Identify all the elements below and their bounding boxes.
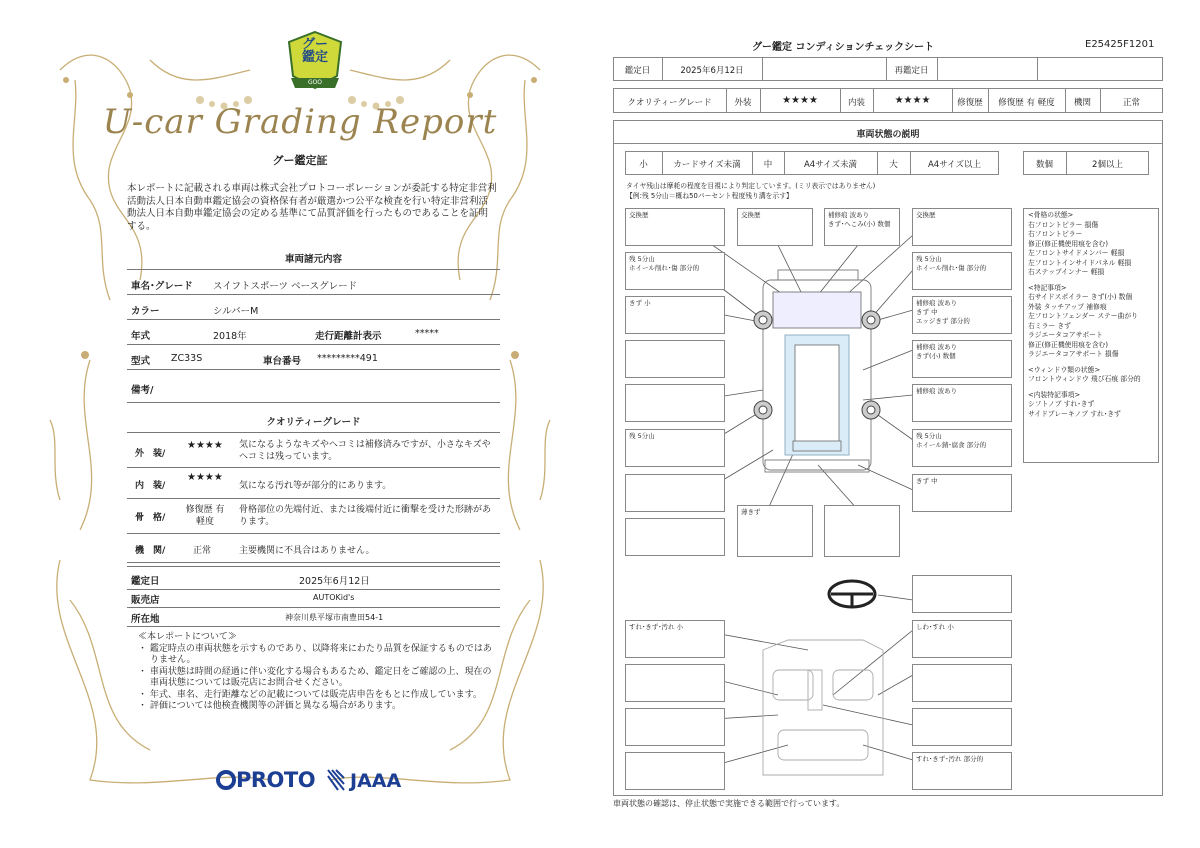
proto-logo: PROTO <box>236 768 316 792</box>
report-notes: ≪本レポートについて≫ ・ 鑑定時点の車両状態を示すものであり、以降将来にわたり品質を保証するものではありません。 ・ 車両状態は時間の経過に伴い変化する場合もあるため、鑑定日をご確認の上、現在の車両状態については販売店にお問合せください。 ・ 年式、車名、走行距離などの記載については販売店申告をもとに作成しています。 ・ 評価については他検査機関等の評価と異なる場合があります。 <box>138 632 492 711</box>
quality-row-frame: 骨 格/ 修復歴 有 軽度 骨格部位の先端付近、または後端付近に衝撃を受けた形跡があります。 <box>127 499 500 534</box>
box-left-8 <box>625 518 725 556</box>
proto-logo-icon <box>216 770 236 790</box>
steering-wheel-icon <box>829 581 875 607</box>
box-right-6: きず 中 <box>912 474 1012 512</box>
box-right-2: 補修痕 波あり きず 中 エッジきず 部分的 <box>912 296 1012 334</box>
box-steering <box>912 575 1012 613</box>
box-left-6: 残 5分山 <box>625 429 725 467</box>
box-left-7 <box>625 474 725 512</box>
box-left-4 <box>625 340 725 378</box>
footer-note: 車両状態の確認は、停止状態で実施できる範囲で行っています。 <box>613 799 845 808</box>
sheet-title: グー鑑定 コンディションチェックシート <box>752 42 935 53</box>
quality-row-exterior: 外 装/ ★★★★ 気になるようなキズやヘコミは補修済みですが、小さなキズやヘコミは残っています。 <box>127 433 500 468</box>
shop-row: 販売店 AUTOKid's <box>127 589 500 608</box>
shop-address: 神奈川県平塚市南豊田54-1 <box>285 613 384 622</box>
box-top-1: 交換歴 <box>737 208 813 246</box>
remarks-label: 備考/ <box>131 385 154 396</box>
tire-note: タイヤ残山は摩耗の程度を目視により判定しています。(ミリ表示ではありません) <box>626 182 876 190</box>
box-interior-right-1: しわ･すれ 小 <box>912 620 1012 658</box>
quality-heading: クオリティーグレード <box>266 417 361 428</box>
engine-grade: 正常 <box>193 546 212 556</box>
box-top-3: 交換歴 <box>912 208 1012 246</box>
box-left-5 <box>625 384 725 422</box>
date-value: 2025年6月12日 <box>680 66 744 76</box>
spec-row-color <box>127 295 500 320</box>
box-interior-right-4: すれ･きず･汚れ 部分的 <box>912 752 1012 790</box>
appraisal-date: 2025年6月12日 <box>299 576 370 587</box>
sheet-exterior-grade: ★★★★ <box>782 95 818 106</box>
certificate-subtitle: グー鑑定証 <box>272 154 328 167</box>
badge-ribbon: GOO <box>307 79 323 86</box>
color-value: シルバーM <box>213 306 259 317</box>
box-bottom-3 <box>824 505 900 557</box>
spec-heading: 車両諸元内容 <box>284 254 342 265</box>
date-label: 鑑定日 <box>624 66 651 76</box>
badge-text: グー 鑑定 <box>301 37 328 65</box>
mileage-value: ***** <box>415 328 439 339</box>
name-label: 車名･グレード <box>131 281 193 292</box>
model-value: ZC33S <box>171 353 203 364</box>
intro-paragraph: 本レポートに記載される車両は株式会社プロトコーポレーションが委託する特定非営利活動法人日本自動車鑑定協会の資格保有者が厳選かつ公平な検査を行い特定非営利活動法人日本自動車鑑定協会の定める基準にて品質評価を行ったものであることを証明する。 <box>127 183 497 232</box>
box-interior-left-4 <box>625 752 725 790</box>
exterior-grade: ★★★★ <box>187 440 223 451</box>
box-bottom-2: 薄きず <box>737 505 813 557</box>
color-label: カラー <box>131 306 160 317</box>
document-id: E25425F1201 <box>1085 39 1155 50</box>
condition-notes: <骨格の状態> 右フロントピラー 損傷 右フロントピラー 修正(修正機使用痕を含む) 左フロントサイドメンバー 軽損 左フロントインサイドパネル 軽損 右ステップインナー 軽損 <特記事項> 右サイドスポイラー きず(小) 数個 外装 タッチアップ 補修痕 左フロントフェンダー ステー曲がり 右ミラー きず ラジエータコアサポート 修正(修正機使用痕を含む) ラジエータコアサポート 損傷 <ウィンドウ類の状態> フロントウィンドウ 飛び石痕 部分的 <内装特記事項> シフトノブ すれ･きず サイドブレーキノブ すれ･きず <box>1023 208 1159 463</box>
box-right-5: 残 5分山 ホイール錆･腐食 部分的 <box>912 429 1012 467</box>
box-left-3: きず 小 <box>625 296 725 334</box>
appraisal-date-row: 鑑定日 2025年6月12日 <box>127 566 500 590</box>
spec-row-remarks <box>127 370 500 403</box>
spec-row-model <box>127 345 500 370</box>
interior-grade: ★★★★ <box>187 472 223 483</box>
year-label: 年式 <box>131 331 151 342</box>
box-interior-left-1: すれ･きず･汚れ 小 <box>625 620 725 658</box>
box-interior-right-3 <box>912 708 1012 746</box>
mileage-label: 走行距離計表示 <box>315 331 382 342</box>
chassis-value: *********491 <box>317 353 378 364</box>
box-interior-right-2 <box>912 664 1012 702</box>
box-right-3: 補修痕 波あり きず(小) 数個 <box>912 340 1012 378</box>
condition-heading: 車両状態の説明 <box>856 130 920 140</box>
report-title: U-car Grading Report <box>102 102 498 142</box>
name-value: スイフトスポーツ ベースグレード <box>213 281 358 292</box>
jaaa-logo: JAAA <box>350 770 402 792</box>
address-row: 所在地 神奈川県平塚市南豊田54-1 <box>127 608 500 627</box>
box-left-2: 残 5分山 ホイール削れ･傷 部分的 <box>625 252 725 290</box>
spec-row-year <box>127 320 500 345</box>
box-interior-left-3 <box>625 708 725 746</box>
sheet-engine: 正常 <box>1122 98 1140 108</box>
jaaa-logo-icon <box>326 768 346 792</box>
year-value: 2018年 <box>213 331 247 342</box>
box-top-2: 補修痕 波あり きず･へこみ(小) 数個 <box>824 208 900 246</box>
re-appraisal-label: 再鑑定日 <box>894 66 929 76</box>
box-interior-left-2 <box>625 664 725 702</box>
tire-example: 【例:残 5分山＝概ね50パーセント程度残り溝を示す】 <box>626 192 793 200</box>
sheet-repair-history: 修復歴 有 軽度 <box>998 98 1055 108</box>
box-right-1: 残 5分山 ホイール削れ･傷 部分的 <box>912 252 1012 290</box>
quality-row-interior: 内 装/ ★★★★ 気になる汚れ等が部分的にあります。 <box>127 468 500 499</box>
box-right-4: 補修痕 波あり <box>912 384 1012 422</box>
spec-row-name <box>127 270 500 295</box>
chassis-label: 車台番号 <box>263 356 302 367</box>
sheet-interior-grade: ★★★★ <box>894 95 931 106</box>
box-left-1: 交換歴 <box>625 208 725 246</box>
model-label: 型式 <box>131 356 151 367</box>
quality-row-engine: 機 関/ 正常 主要機関に不具合はありません。 <box>127 534 500 563</box>
shop-name: AUTOKid's <box>313 593 355 602</box>
frame-grade: 修復歴 有 軽度 <box>185 505 225 527</box>
